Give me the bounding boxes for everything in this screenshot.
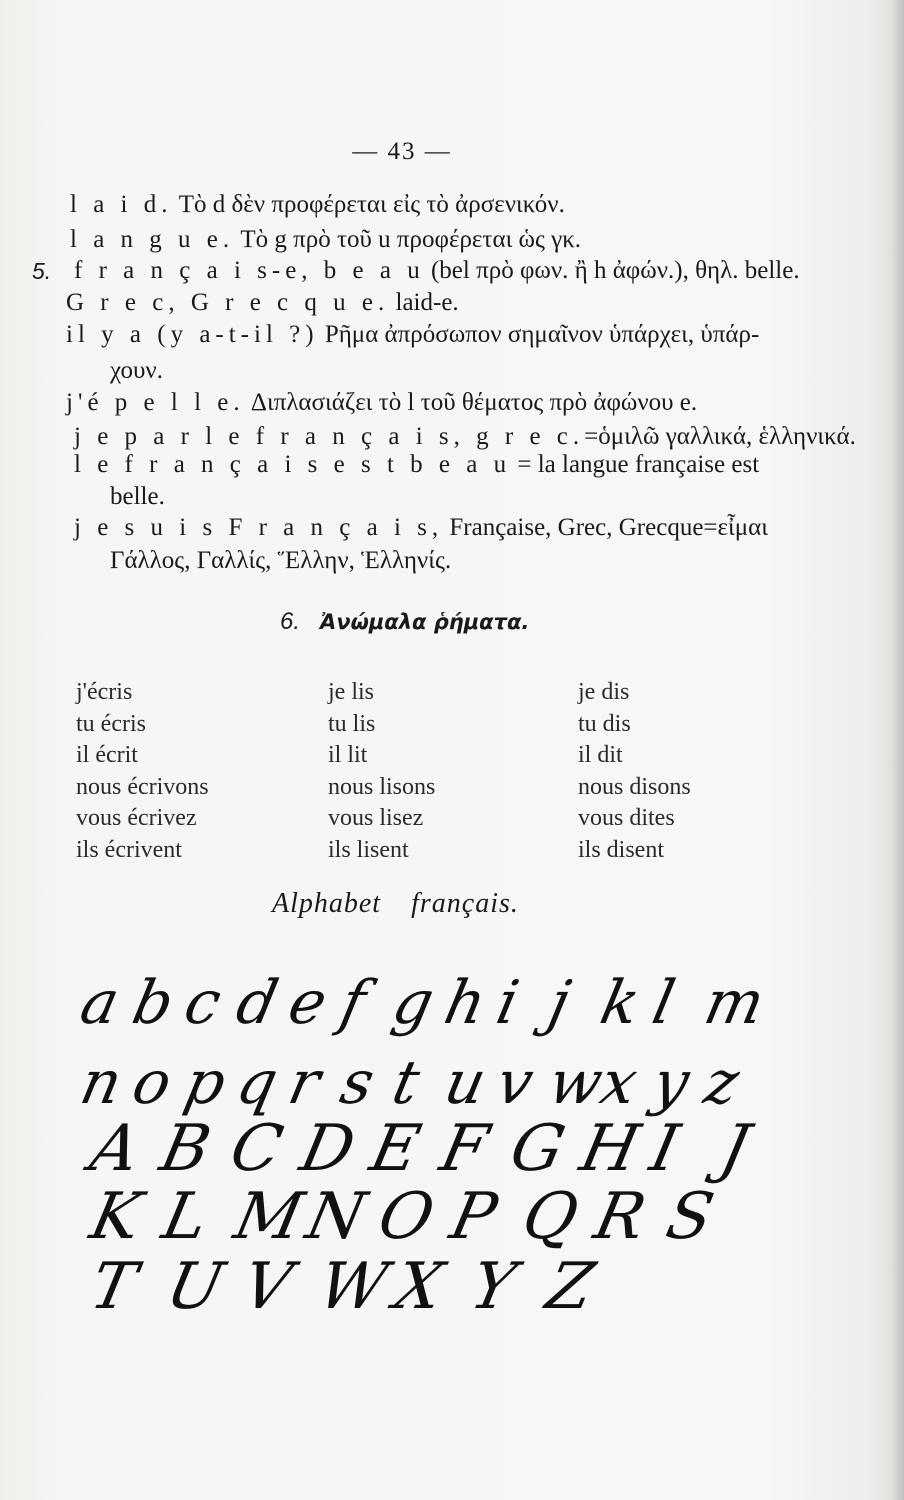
script-letter: I — [644, 1112, 686, 1186]
text-line — [74, 422, 856, 452]
line-text: Française, Grec, Grecque=εἶμαι — [443, 514, 768, 541]
script-letter: q — [230, 1048, 284, 1118]
script-letter: V — [236, 1250, 299, 1324]
script-letter: D — [294, 1112, 362, 1186]
conjugation-form: ils lisent — [328, 836, 409, 863]
script-lowercase-row-1 — [0, 968, 904, 1048]
script-letter: U — [160, 1250, 230, 1324]
script-letter: Z — [540, 1250, 601, 1324]
script-letter: s — [334, 1048, 381, 1118]
conjugation-form: vous écrivez — [76, 805, 197, 831]
script-letter: h — [438, 968, 493, 1038]
spaced-term: G r e c, G r e c q u e. — [66, 289, 390, 316]
script-letter: f — [334, 968, 372, 1038]
text-line — [110, 356, 163, 386]
script-letter: C — [224, 1112, 289, 1186]
script-uppercase-row-2 — [0, 1180, 904, 1260]
text-line — [74, 513, 768, 543]
text-line — [66, 388, 697, 418]
script-letter: N — [300, 1180, 372, 1254]
conjugation-form: ils écrivent — [76, 836, 182, 863]
section-heading — [280, 608, 529, 636]
section-title: Ἀνώμαλα ῥήματα. — [320, 610, 530, 634]
conjugation-form: nous écrivons — [76, 773, 209, 800]
spaced-term: j'é p e l l e. — [66, 389, 245, 416]
script-letter: G — [504, 1112, 571, 1186]
conjugation-form: j'écris — [76, 679, 133, 705]
script-letter: w — [542, 1048, 609, 1118]
spaced-term: l a i d. — [70, 191, 173, 218]
conjugation-form: tu dis — [578, 710, 631, 737]
script-letter: O — [372, 1180, 441, 1254]
page-number: — 43 — — [352, 138, 452, 165]
text-line — [110, 482, 165, 512]
script-letter: K — [84, 1180, 148, 1254]
text-line — [70, 190, 565, 220]
script-letter: k — [594, 968, 646, 1038]
alphabet-heading — [272, 888, 519, 920]
script-letter: g — [386, 968, 440, 1038]
script-letter: r — [282, 1048, 327, 1118]
line-text: Τὸ g πρὸ τοῦ u προφέρεται ὡς γκ. — [234, 226, 582, 253]
conjugation-form: il dit — [578, 742, 623, 768]
script-letter: F — [434, 1112, 495, 1186]
text-line — [66, 288, 459, 318]
line-text: (bel πρὸ φων. ἢ h ἀφών.), θηλ. belle. — [424, 257, 800, 284]
conjugation-column — [328, 677, 435, 866]
line-text: belle. — [110, 483, 165, 510]
script-letter: a — [74, 968, 126, 1038]
script-letter: p — [178, 1048, 232, 1118]
line-text: = la langue française est — [511, 451, 760, 478]
text-line — [70, 225, 581, 255]
script-letter: R — [588, 1180, 653, 1254]
conjugation-form: tu écris — [76, 710, 146, 737]
script-letter: P — [444, 1180, 503, 1254]
script-letter: u — [438, 1048, 493, 1118]
conjugation-form: vous dites — [578, 805, 675, 831]
line-text: χουν. — [110, 357, 163, 384]
script-letter: i — [490, 968, 525, 1038]
script-letter: Q — [516, 1180, 585, 1254]
script-letter: T — [84, 1250, 143, 1324]
conjugation-form: il lit — [328, 742, 368, 768]
script-letter: J — [714, 1112, 756, 1186]
script-letter: t — [386, 1048, 426, 1118]
spaced-term: j e s u i s F r a n ç a i s, — [74, 514, 444, 541]
script-letter: o — [126, 1048, 178, 1118]
conjugation-column — [76, 677, 209, 866]
script-letter: S — [660, 1180, 720, 1254]
script-letter: b — [126, 968, 180, 1038]
script-letter: Y — [464, 1250, 523, 1324]
script-letter: z — [698, 1048, 746, 1118]
spaced-term: l e f r a n ç a i s e s t b e a u — [74, 451, 512, 478]
script-letter: A — [84, 1112, 147, 1186]
item-number-5: 5. — [32, 258, 52, 284]
script-letter: W — [312, 1250, 394, 1324]
conjugation-form: nous lisons — [328, 773, 436, 800]
line-text: Τὸ d δὲν προφέρεται εἰς τὸ ἀρσενικόν. — [172, 191, 565, 218]
spaced-term: l a n g u e. — [70, 226, 235, 253]
script-letter: j — [542, 968, 577, 1038]
text-line — [66, 320, 759, 350]
script-letter: L — [156, 1180, 215, 1254]
script-letter: n — [74, 1048, 129, 1118]
spaced-term: j e p a r l e f r a n ç a i s, g r e c. — [74, 423, 585, 450]
conjugation-form: ils disent — [578, 836, 665, 863]
script-letter: e — [282, 968, 333, 1038]
script-uppercase-row-3 — [0, 1250, 904, 1330]
spaced-term: il y a (y a-t-il ?) — [66, 321, 319, 348]
line-text: =ὁμιλῶ γαλλικά, ἑλληνικά. — [584, 423, 856, 450]
script-letter: x — [594, 1048, 644, 1118]
text-line — [74, 450, 759, 480]
script-letter: v — [490, 1048, 540, 1118]
script-letter: H — [574, 1112, 646, 1186]
conjugation-column — [578, 677, 691, 866]
line-text: Ρῆμα ἀπρόσωπον σημαῖνον ὑπάρχει, ὑπάρ- — [318, 321, 760, 348]
script-letter: c — [178, 968, 228, 1038]
spaced-term: f r a n ç a i s-e, b e a u — [74, 257, 425, 284]
alphabet-heading-word-2: français. — [411, 888, 519, 919]
conjugation-form: tu lis — [328, 710, 376, 737]
conjugation-form: nous disons — [578, 773, 691, 800]
line-text: Γάλλος, Γαλλίς, Ἕλλην, Ἑλληνίς. — [110, 547, 452, 574]
script-letter: M — [228, 1180, 310, 1254]
conjugation-form: je dis — [578, 679, 630, 705]
text-line — [74, 256, 800, 286]
script-letter: E — [364, 1112, 427, 1186]
script-letter: m — [698, 968, 771, 1038]
script-letter: d — [230, 968, 284, 1038]
section-number: 6. — [280, 608, 301, 635]
script-letter: y — [646, 1048, 696, 1118]
line-text: laid-e. — [389, 289, 459, 316]
conjugation-form: il écrit — [76, 742, 138, 768]
conjugation-form: je lis — [328, 679, 374, 705]
script-letter: X — [388, 1250, 450, 1324]
script-letter: B — [154, 1112, 217, 1186]
script-letter: l — [646, 968, 681, 1038]
conjugation-form: vous lisez — [328, 805, 424, 831]
alphabet-heading-word-1: Alphabet — [272, 888, 382, 919]
line-text: Διπλασιάζει τὸ l τοῦ θέματος πρὸ ἀφώνου e. — [244, 389, 698, 416]
text-line — [110, 546, 451, 576]
